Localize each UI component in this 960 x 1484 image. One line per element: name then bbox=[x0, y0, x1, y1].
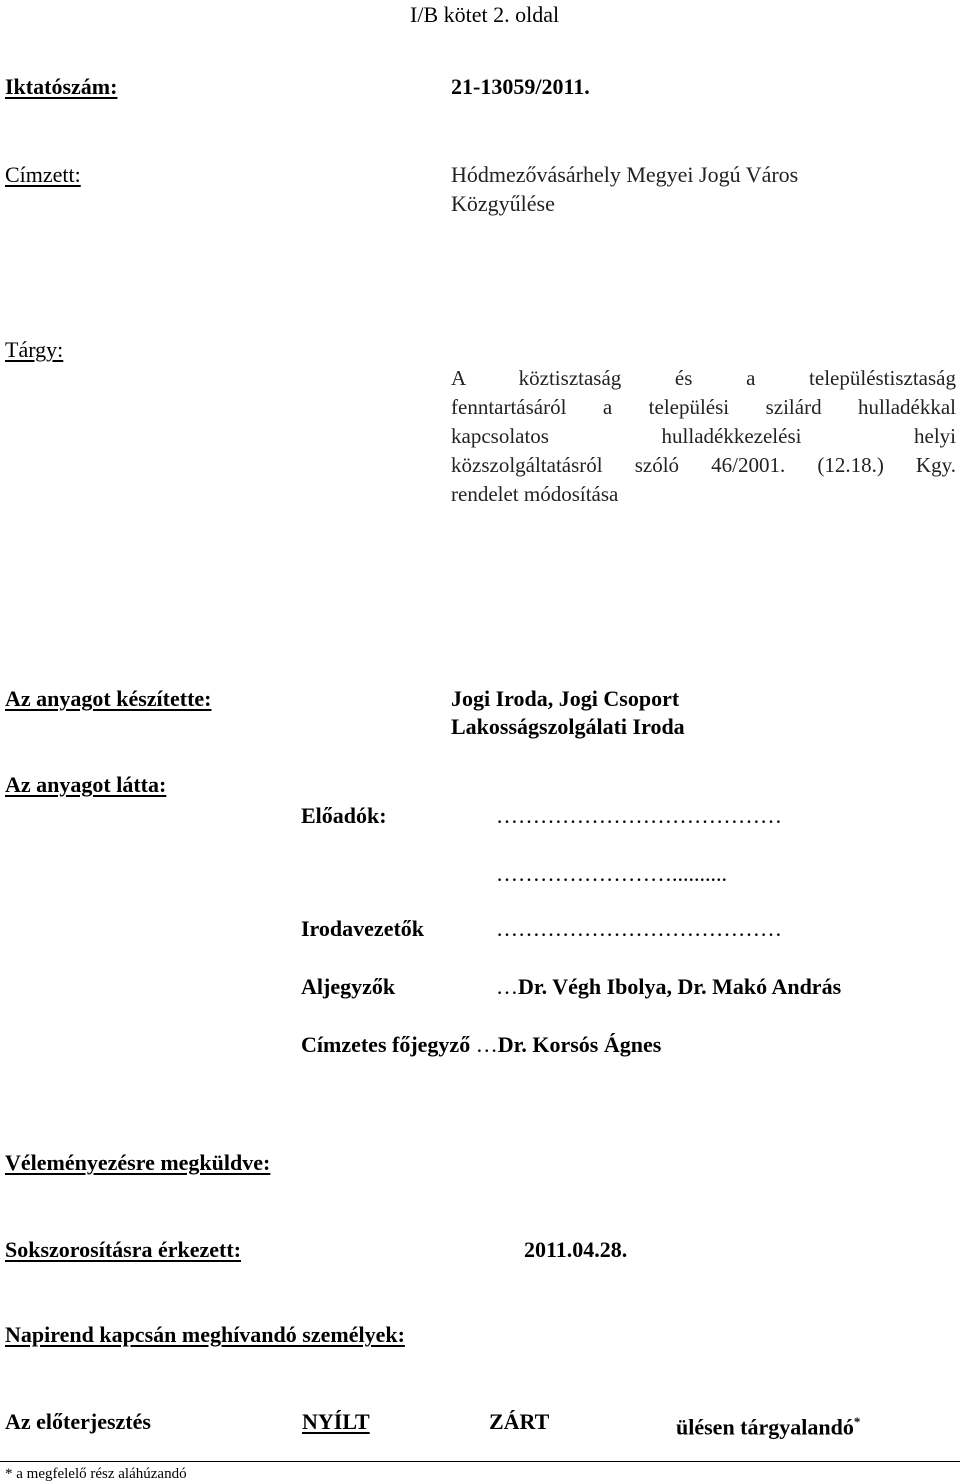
cimzett-line-1: Hódmezővásárhely Megyei Jogú Város bbox=[451, 162, 799, 187]
cimzetes-name: Dr. Korsós Ágnes bbox=[497, 1032, 662, 1057]
targy-label: Tárgy: bbox=[5, 337, 64, 362]
eloadok-dots-2: …………………….......... bbox=[496, 861, 727, 886]
iktatoszam-value: 21-13059/2011. bbox=[451, 74, 590, 99]
velemenyezesre-label: Véleményezésre megküldve: bbox=[5, 1150, 271, 1175]
eloadok-label: Előadók: bbox=[301, 803, 387, 828]
footnote-text: * a megfelelő rész aláhúzandó bbox=[5, 1466, 187, 1482]
zart-option: ZÁRT bbox=[489, 1409, 550, 1434]
irodavezetok-dots: ………………………………… bbox=[496, 916, 782, 941]
targy-line-2: fenntartásáról a települési szilárd hulladékkal bbox=[451, 395, 956, 419]
targy-line-3: kapcsolatos hulladékkezelési helyi bbox=[451, 424, 956, 448]
ulesen-targyalando bbox=[676, 1407, 860, 1441]
ulesen-targyalando-text: ülésen tárgyalandó bbox=[676, 1414, 854, 1440]
cimzett-line-2: Közgyűlése bbox=[451, 191, 555, 216]
cimzetes-fojegyzo-label: Címzetes főjegyző bbox=[301, 1032, 471, 1057]
footnote-separator bbox=[0, 1461, 960, 1462]
napirend-label: Napirend kapcsán meghívandó személyek: bbox=[5, 1322, 405, 1347]
keszitette-line-2: Lakosságszolgálati Iroda bbox=[451, 714, 685, 739]
nyilt-option: NYÍLT bbox=[302, 1409, 370, 1434]
page-reference: I/B kötet 2. oldal bbox=[410, 2, 560, 27]
cimzetes-dots: … bbox=[475, 1032, 498, 1057]
aljegyzok-label: Aljegyzők bbox=[301, 974, 396, 999]
footnote-marker: * bbox=[853, 1414, 861, 1429]
targy-line-5: rendelet módosítása bbox=[451, 482, 619, 506]
cimzett-label: Címzett: bbox=[5, 162, 81, 187]
latta-label: Az anyagot látta: bbox=[5, 772, 167, 797]
aljegyzok-names: Dr. Végh Ibolya, Dr. Makó András bbox=[518, 974, 842, 999]
aljegyzok-value bbox=[496, 972, 841, 1001]
eloadok-dots-1: ………………………………… bbox=[496, 803, 782, 828]
eloterjesztes-label: Az előterjesztés bbox=[5, 1409, 151, 1434]
keszitette-label: Az anyagot készítette: bbox=[5, 686, 212, 711]
keszitette-line-1: Jogi Iroda, Jogi Csoport bbox=[451, 686, 680, 711]
cimzetes-fojegyzo bbox=[301, 1030, 661, 1059]
sokszorositasra-date: 2011.04.28. bbox=[524, 1237, 628, 1262]
targy-line-4: közszolgáltatásról szóló 46/2001. (12.18.) Kgy. bbox=[451, 453, 956, 477]
aljegyzok-dots: … bbox=[496, 974, 518, 999]
irodavezetok-label: Irodavezetők bbox=[301, 916, 425, 941]
sokszorositasra-label: Sokszorosításra érkezett: bbox=[5, 1237, 242, 1262]
targy-line-1: A köztisztaság és a településtisztaság bbox=[451, 366, 956, 390]
iktatoszam-label: Iktatószám: bbox=[5, 74, 118, 99]
